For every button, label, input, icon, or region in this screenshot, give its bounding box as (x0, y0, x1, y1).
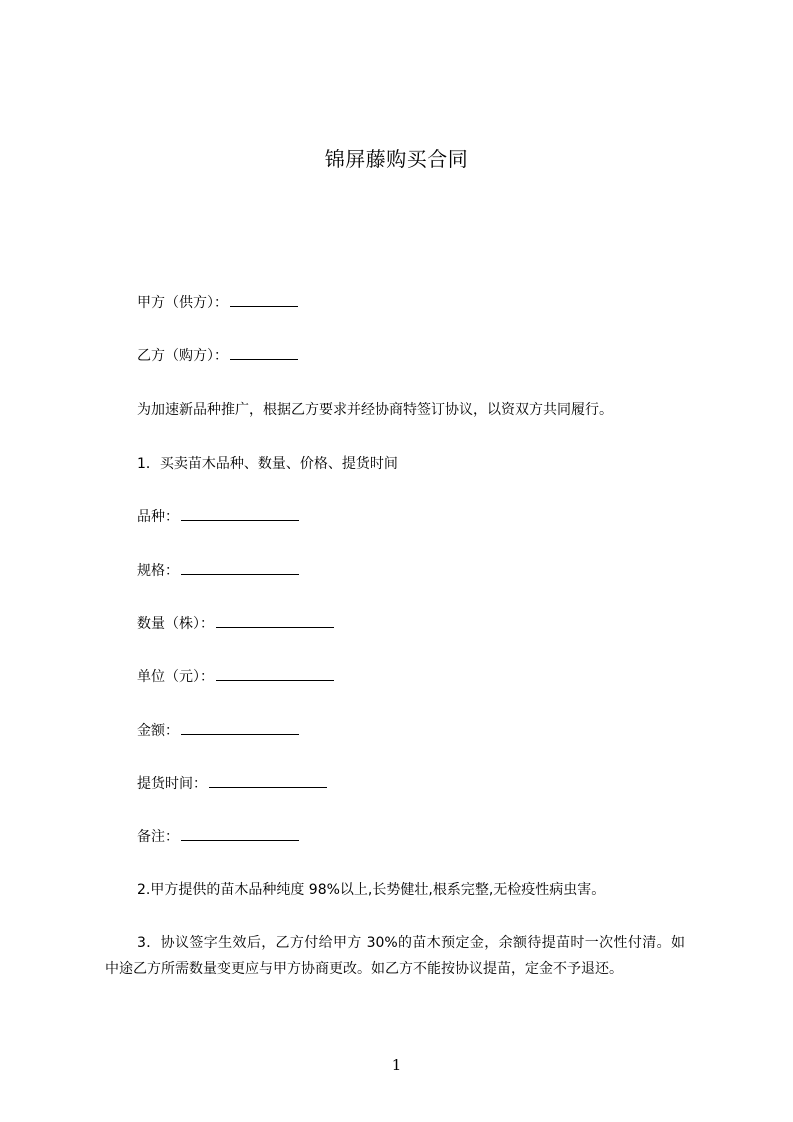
variety-label: 品种： (137, 509, 179, 525)
remarks-blank (181, 826, 299, 841)
clause-2: 2.甲方提供的苗木品种纯度 98%以上,长势健壮,根系完整,无检疫性病虫害。 (137, 882, 606, 898)
unit-price-label: 单位（元）： (137, 669, 214, 685)
quantity-blank (216, 613, 334, 628)
party-b-blank (230, 345, 298, 360)
amount-blank (181, 720, 299, 735)
quantity-label: 数量（株）： (137, 616, 214, 632)
spec-field (137, 560, 299, 580)
party-a-blank (230, 292, 298, 307)
quantity-field (137, 613, 334, 633)
party-a-label: 甲方（供方）： (137, 295, 228, 311)
remarks-field (137, 826, 299, 846)
page-number: 1 (391, 1056, 402, 1074)
clause-1-heading: 1．买卖苗木品种、数量、价格、提货时间 (137, 456, 398, 472)
unit-price-field (137, 666, 334, 686)
party-b-label: 乙方（购方）： (137, 348, 228, 364)
unit-price-blank (216, 666, 334, 681)
variety-blank (181, 506, 299, 521)
remarks-label: 备注： (137, 829, 179, 845)
clause-3: 3．协议签字生效后，乙方付给甲方 30%的苗木预定金，余额待提苗时一次性付清。如中途乙方所需数量变更应与甲方协商更改。如乙方不能按协议提苗，定金不予退还。 (105, 935, 685, 977)
party-a-line (137, 292, 298, 312)
amount-label: 金额： (137, 723, 179, 739)
intro-paragraph: 为加速新品种推广，根据乙方要求并经协商特签订协议，以资双方共同履行。 (137, 402, 613, 418)
pickup-time-field (137, 773, 327, 793)
amount-field (137, 720, 299, 740)
document-title: 锦屏藤购买合同 (324, 147, 469, 171)
party-b-line (137, 345, 298, 365)
variety-field (137, 506, 299, 526)
pickup-time-blank (209, 773, 327, 788)
spec-blank (181, 560, 299, 575)
pickup-time-label: 提货时间： (137, 776, 207, 792)
spec-label: 规格： (137, 563, 179, 579)
